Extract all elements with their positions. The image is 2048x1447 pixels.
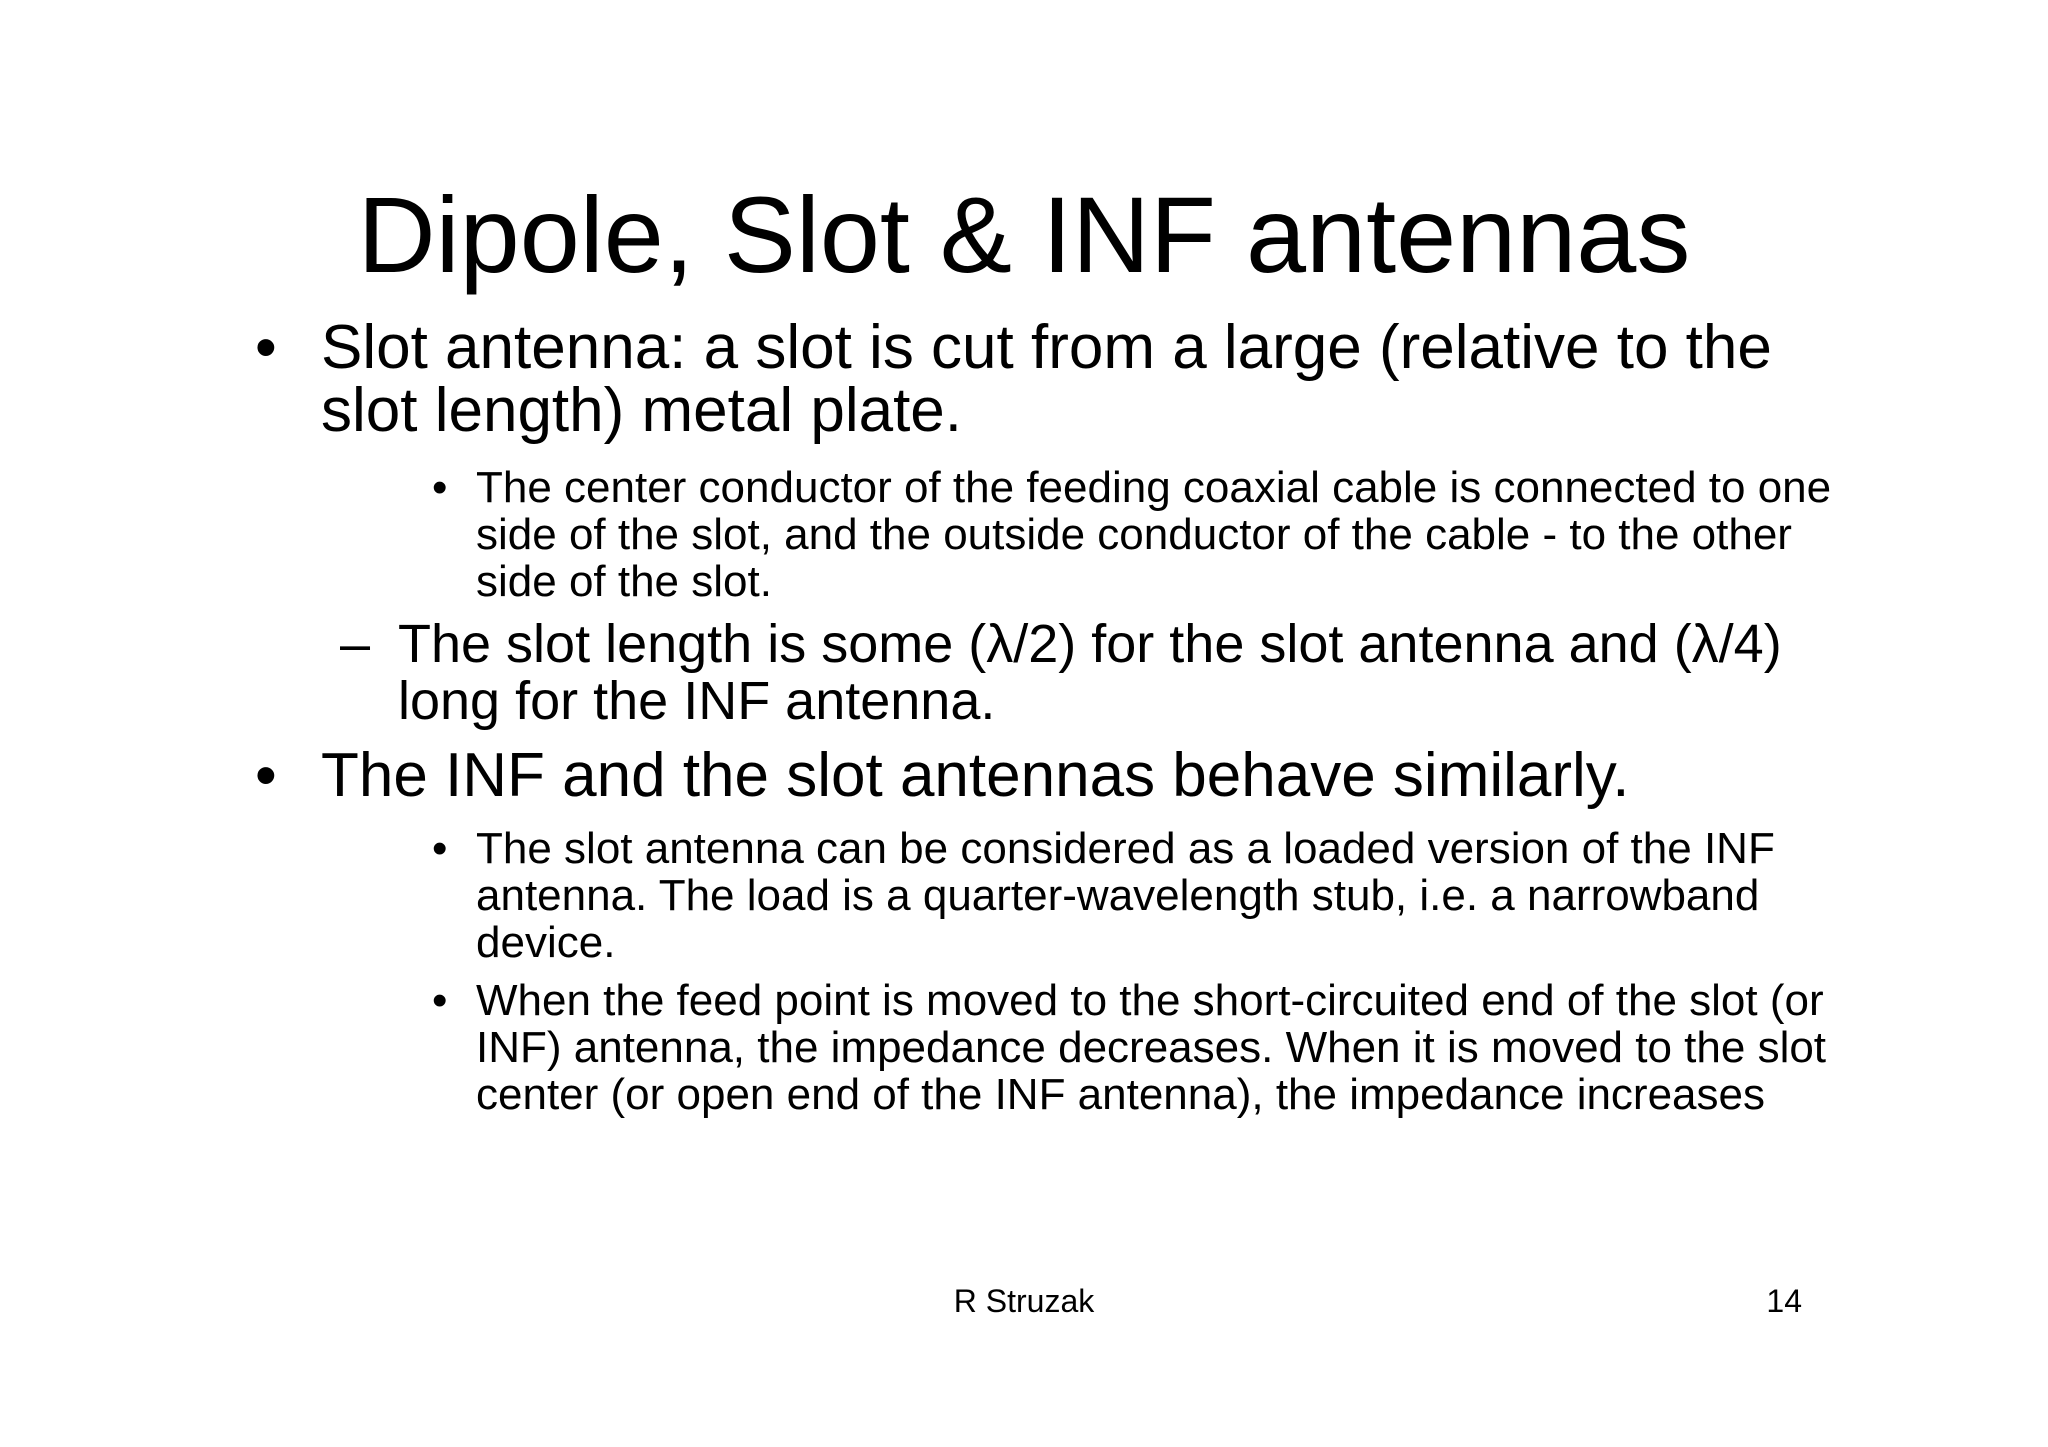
bullet-marker: • — [432, 824, 448, 873]
bullet-text: Slot antenna: a slot is cut from a large (relative to the slot length) metal plate. — [321, 313, 1772, 445]
slide-title: Dipole, Slot & INF antennas — [357, 174, 1691, 295]
bullet-item — [255, 741, 1835, 810]
bullet-text: The INF and the slot antennas behave similarly. — [321, 741, 1630, 810]
sub-bullet-item — [432, 464, 1852, 605]
sub-bullet-item — [432, 977, 1852, 1118]
dash-marker: – — [340, 614, 371, 674]
bullet-marker: • — [255, 741, 277, 810]
bullet-text: The slot length is some (λ/2) for the slot antenna and (λ/4) long for the INF antenna. — [398, 614, 1782, 731]
bullet-marker: • — [255, 313, 277, 382]
bullet-text: When the feed point is moved to the short-circuited end of the slot (or INF) antenna, the impedance decreases. When it is moved to the slot center (or open end of the INF antenna), the impedance increases — [476, 976, 1827, 1119]
sub-bullet-item — [432, 825, 1852, 966]
dash-item — [340, 616, 1840, 730]
bullet-text: The center conductor of the feeding coaxial cable is connected to one side of the slot, and the outside conductor of the cable - to the other side of the slot. — [476, 463, 1832, 606]
bullet-marker: • — [432, 976, 448, 1025]
bullet-item — [255, 313, 1835, 445]
page-number: 14 — [1766, 1283, 1802, 1319]
bullet-text: The slot antenna can be considered as a loaded version of the INF antenna. The load is a quarter-wavelength stub, i.e. a narrowband device. — [476, 824, 1775, 967]
footer-author: R Struzak — [953, 1283, 1095, 1319]
bullet-marker: • — [432, 463, 448, 512]
